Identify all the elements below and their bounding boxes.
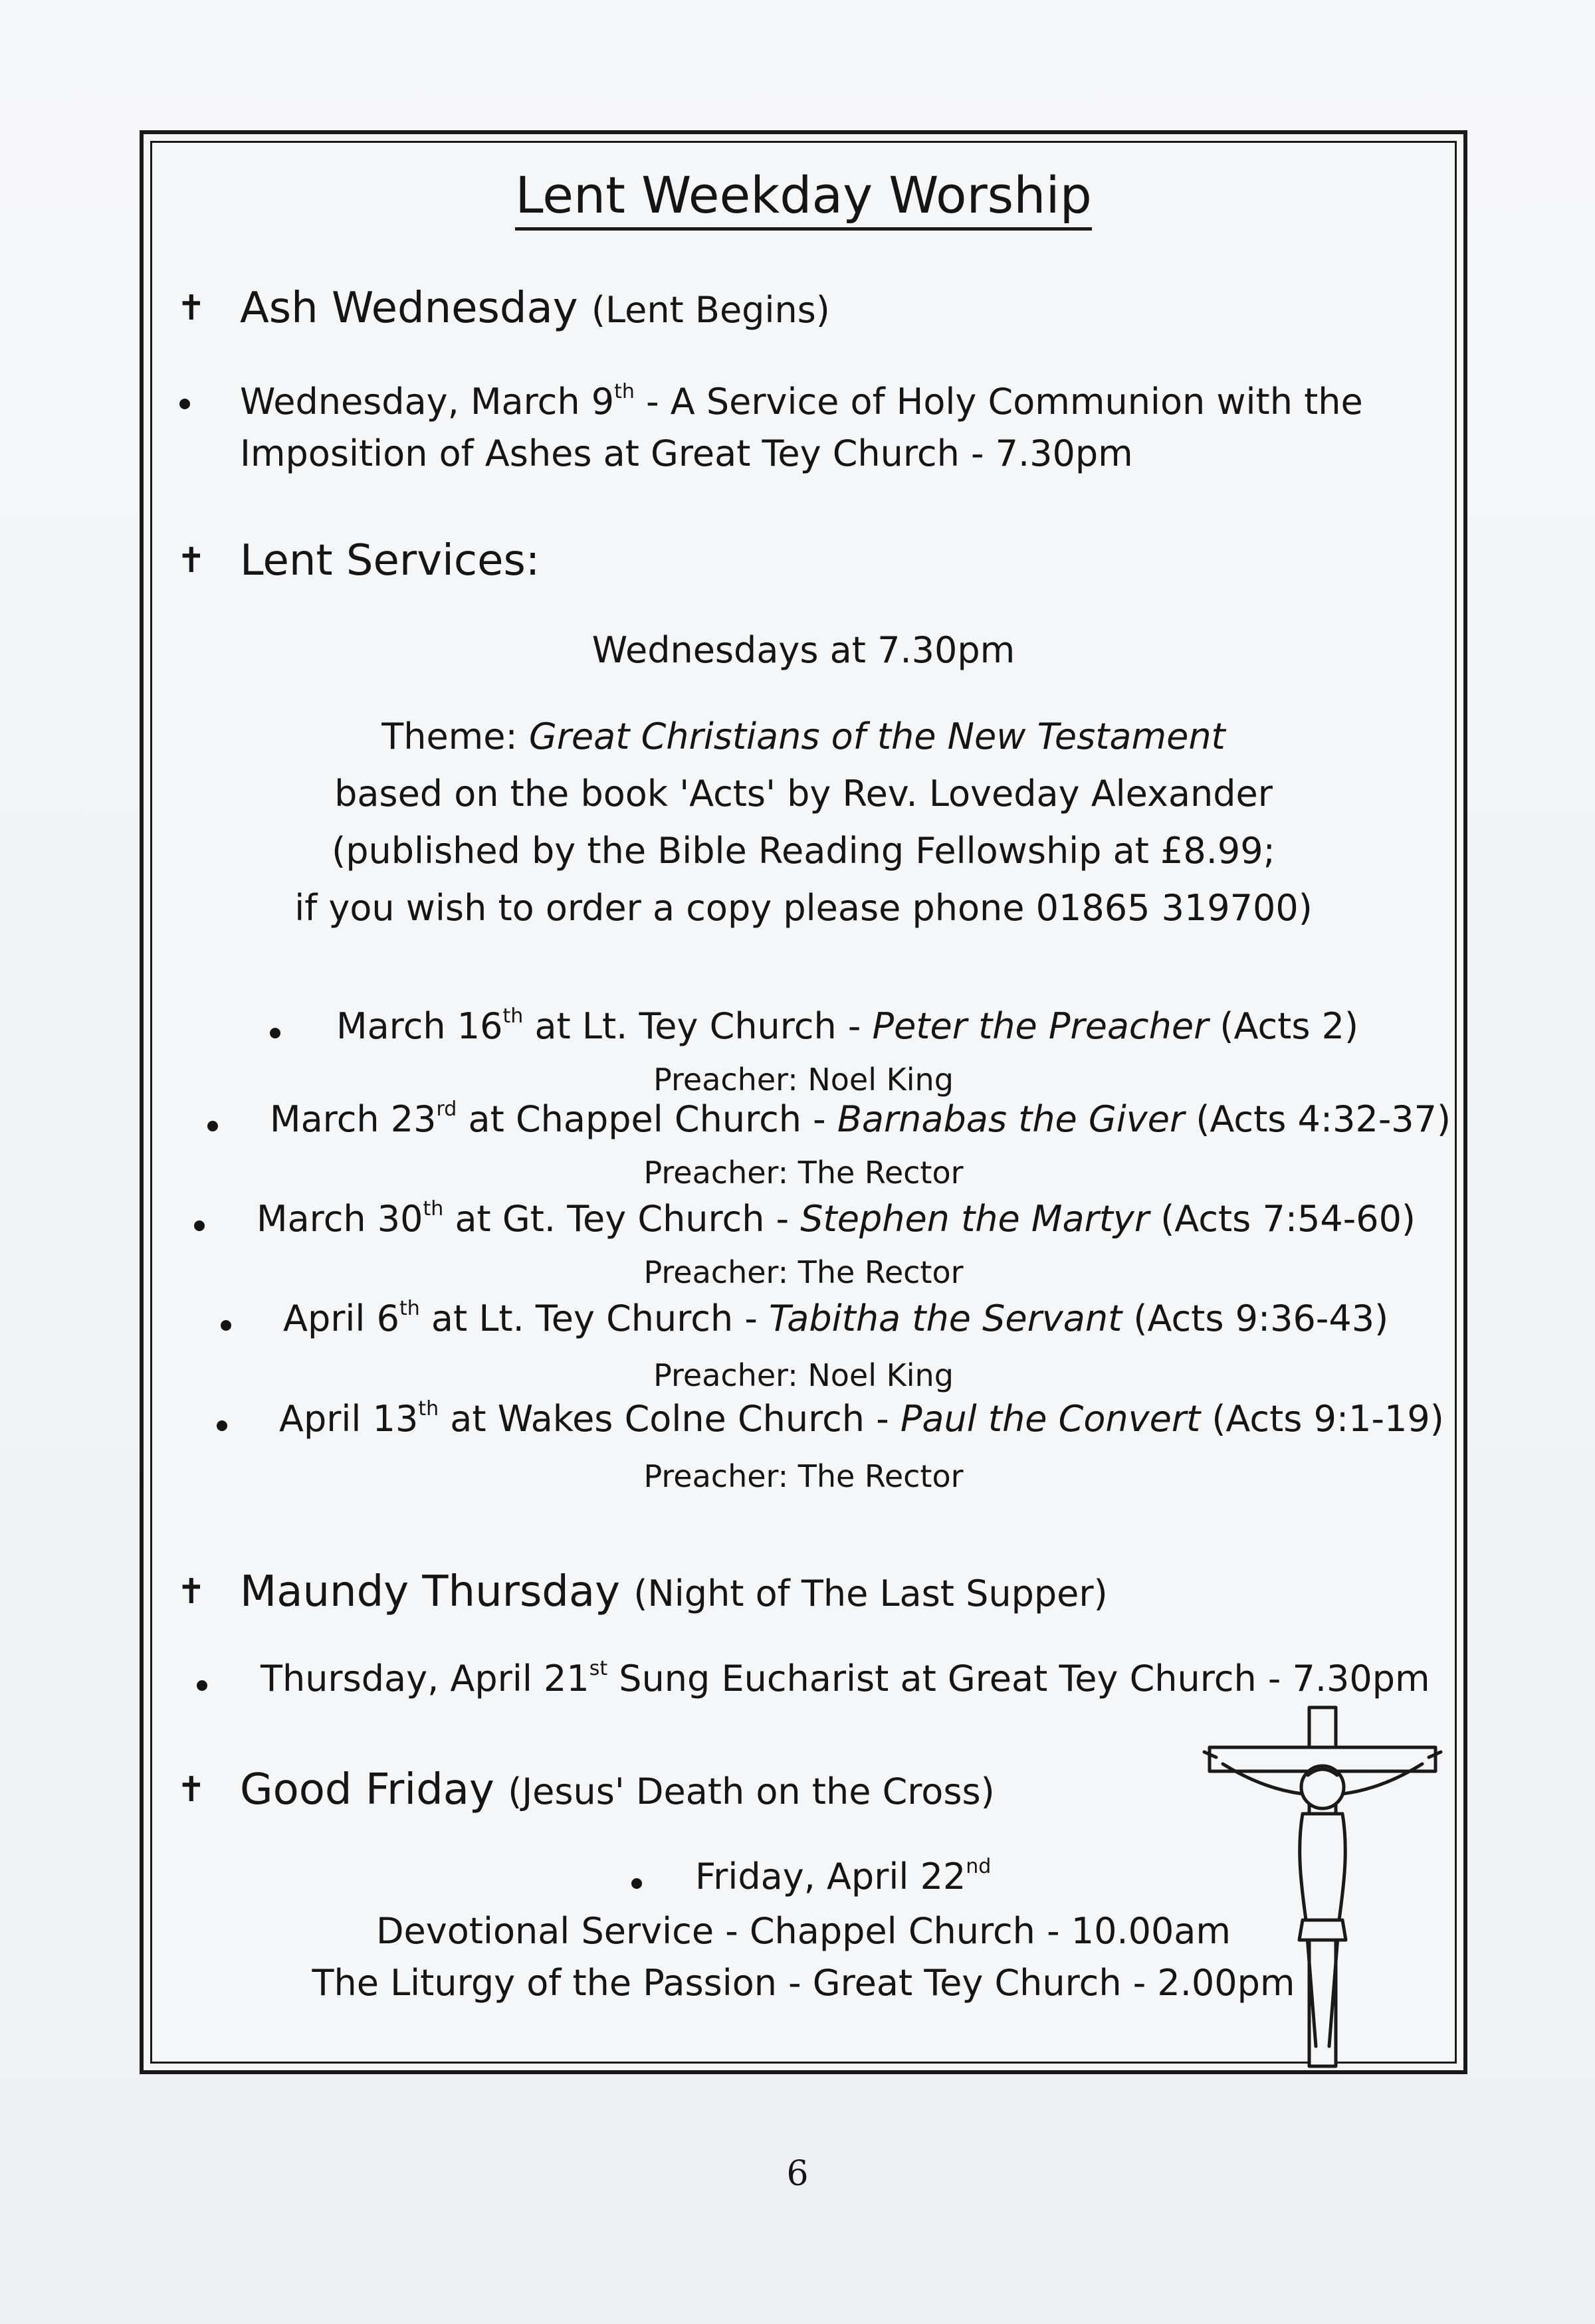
ash-wednesday-heading: Ash Wednesday (Lent Begins) xyxy=(240,284,830,333)
preacher-line: Preacher: The Rector xyxy=(643,1458,964,1494)
lent-services-when: Wednesdays at 7.30pm xyxy=(591,629,1015,671)
page-number: 6 xyxy=(786,2154,809,2194)
lent-services-published: (published by the Bible Reading Fellowship at £8.99; xyxy=(332,830,1275,872)
lent-services-theme: Theme: Great Christians of the New Testament xyxy=(381,716,1225,757)
cross-bullet-icon: ✝ xyxy=(177,541,206,581)
cross-bullet-icon: ✝ xyxy=(177,288,206,328)
list-item: April 6th at Lt. Tey Church - Tabitha the Servant (Acts 9:36-43) xyxy=(283,1297,1389,1339)
page-title: Lent Weekday Worship xyxy=(144,170,1463,221)
dot-icon xyxy=(217,1420,227,1431)
list-item: March 30th at Gt. Tey Church - Stephen the Martyr (Acts 7:54-60) xyxy=(257,1197,1416,1240)
maundy-thursday-line: Thursday, April 21st Sung Eucharist at Great Tey Church - 7.30pm xyxy=(261,1657,1430,1699)
maundy-thursday-heading: Maundy Thursday (Night of The Last Supper) xyxy=(240,1567,1108,1616)
dot-icon xyxy=(207,1121,218,1131)
lent-services-book: based on the book 'Acts' by Rev. Loveday Alexander xyxy=(334,773,1273,815)
good-friday-service: The Liturgy of the Passion - Great Tey Church - 2.00pm xyxy=(312,1962,1295,2004)
dot-icon xyxy=(631,1878,642,1889)
good-friday-heading: Good Friday (Jesus' Death on the Cross) xyxy=(240,1765,995,1814)
good-friday-date: Friday, April 22nd xyxy=(695,1855,992,1897)
list-item: April 13th at Wakes Colne Church - Paul the Convert (Acts 9:1-19) xyxy=(279,1397,1444,1440)
lent-services-heading: Lent Services: xyxy=(240,536,540,585)
list-item: March 16th at Lt. Tey Church - Peter the Preacher (Acts 2) xyxy=(336,1005,1359,1047)
good-friday-service: Devotional Service - Chappel Church - 10.00am xyxy=(375,1910,1231,1952)
dot-icon xyxy=(197,1680,207,1691)
list-item: March 23rd at Chappel Church - Barnabas the Giver (Acts 4:32-37) xyxy=(270,1098,1451,1140)
ash-wednesday-line: Wednesday, March 9th - A Service of Holy Communion with the xyxy=(240,380,1363,423)
dot-icon xyxy=(221,1320,231,1331)
lent-services-order: if you wish to order a copy please phone 01865 319700) xyxy=(294,887,1313,929)
ash-wednesday-line: Imposition of Ashes at Great Tey Church - 7.30pm xyxy=(240,433,1133,474)
dot-icon xyxy=(194,1220,205,1231)
preacher-line: Preacher: Noel King xyxy=(653,1062,954,1098)
preacher-line: Preacher: The Rector xyxy=(643,1155,964,1191)
crucifix-icon xyxy=(1196,1701,1449,2073)
cross-bullet-icon: ✝ xyxy=(177,1770,206,1810)
dot-icon xyxy=(179,399,190,409)
preacher-line: Preacher: The Rector xyxy=(643,1254,964,1290)
preacher-line: Preacher: Noel King xyxy=(653,1357,954,1393)
dot-icon xyxy=(270,1028,280,1038)
cross-bullet-icon: ✝ xyxy=(177,1572,206,1612)
